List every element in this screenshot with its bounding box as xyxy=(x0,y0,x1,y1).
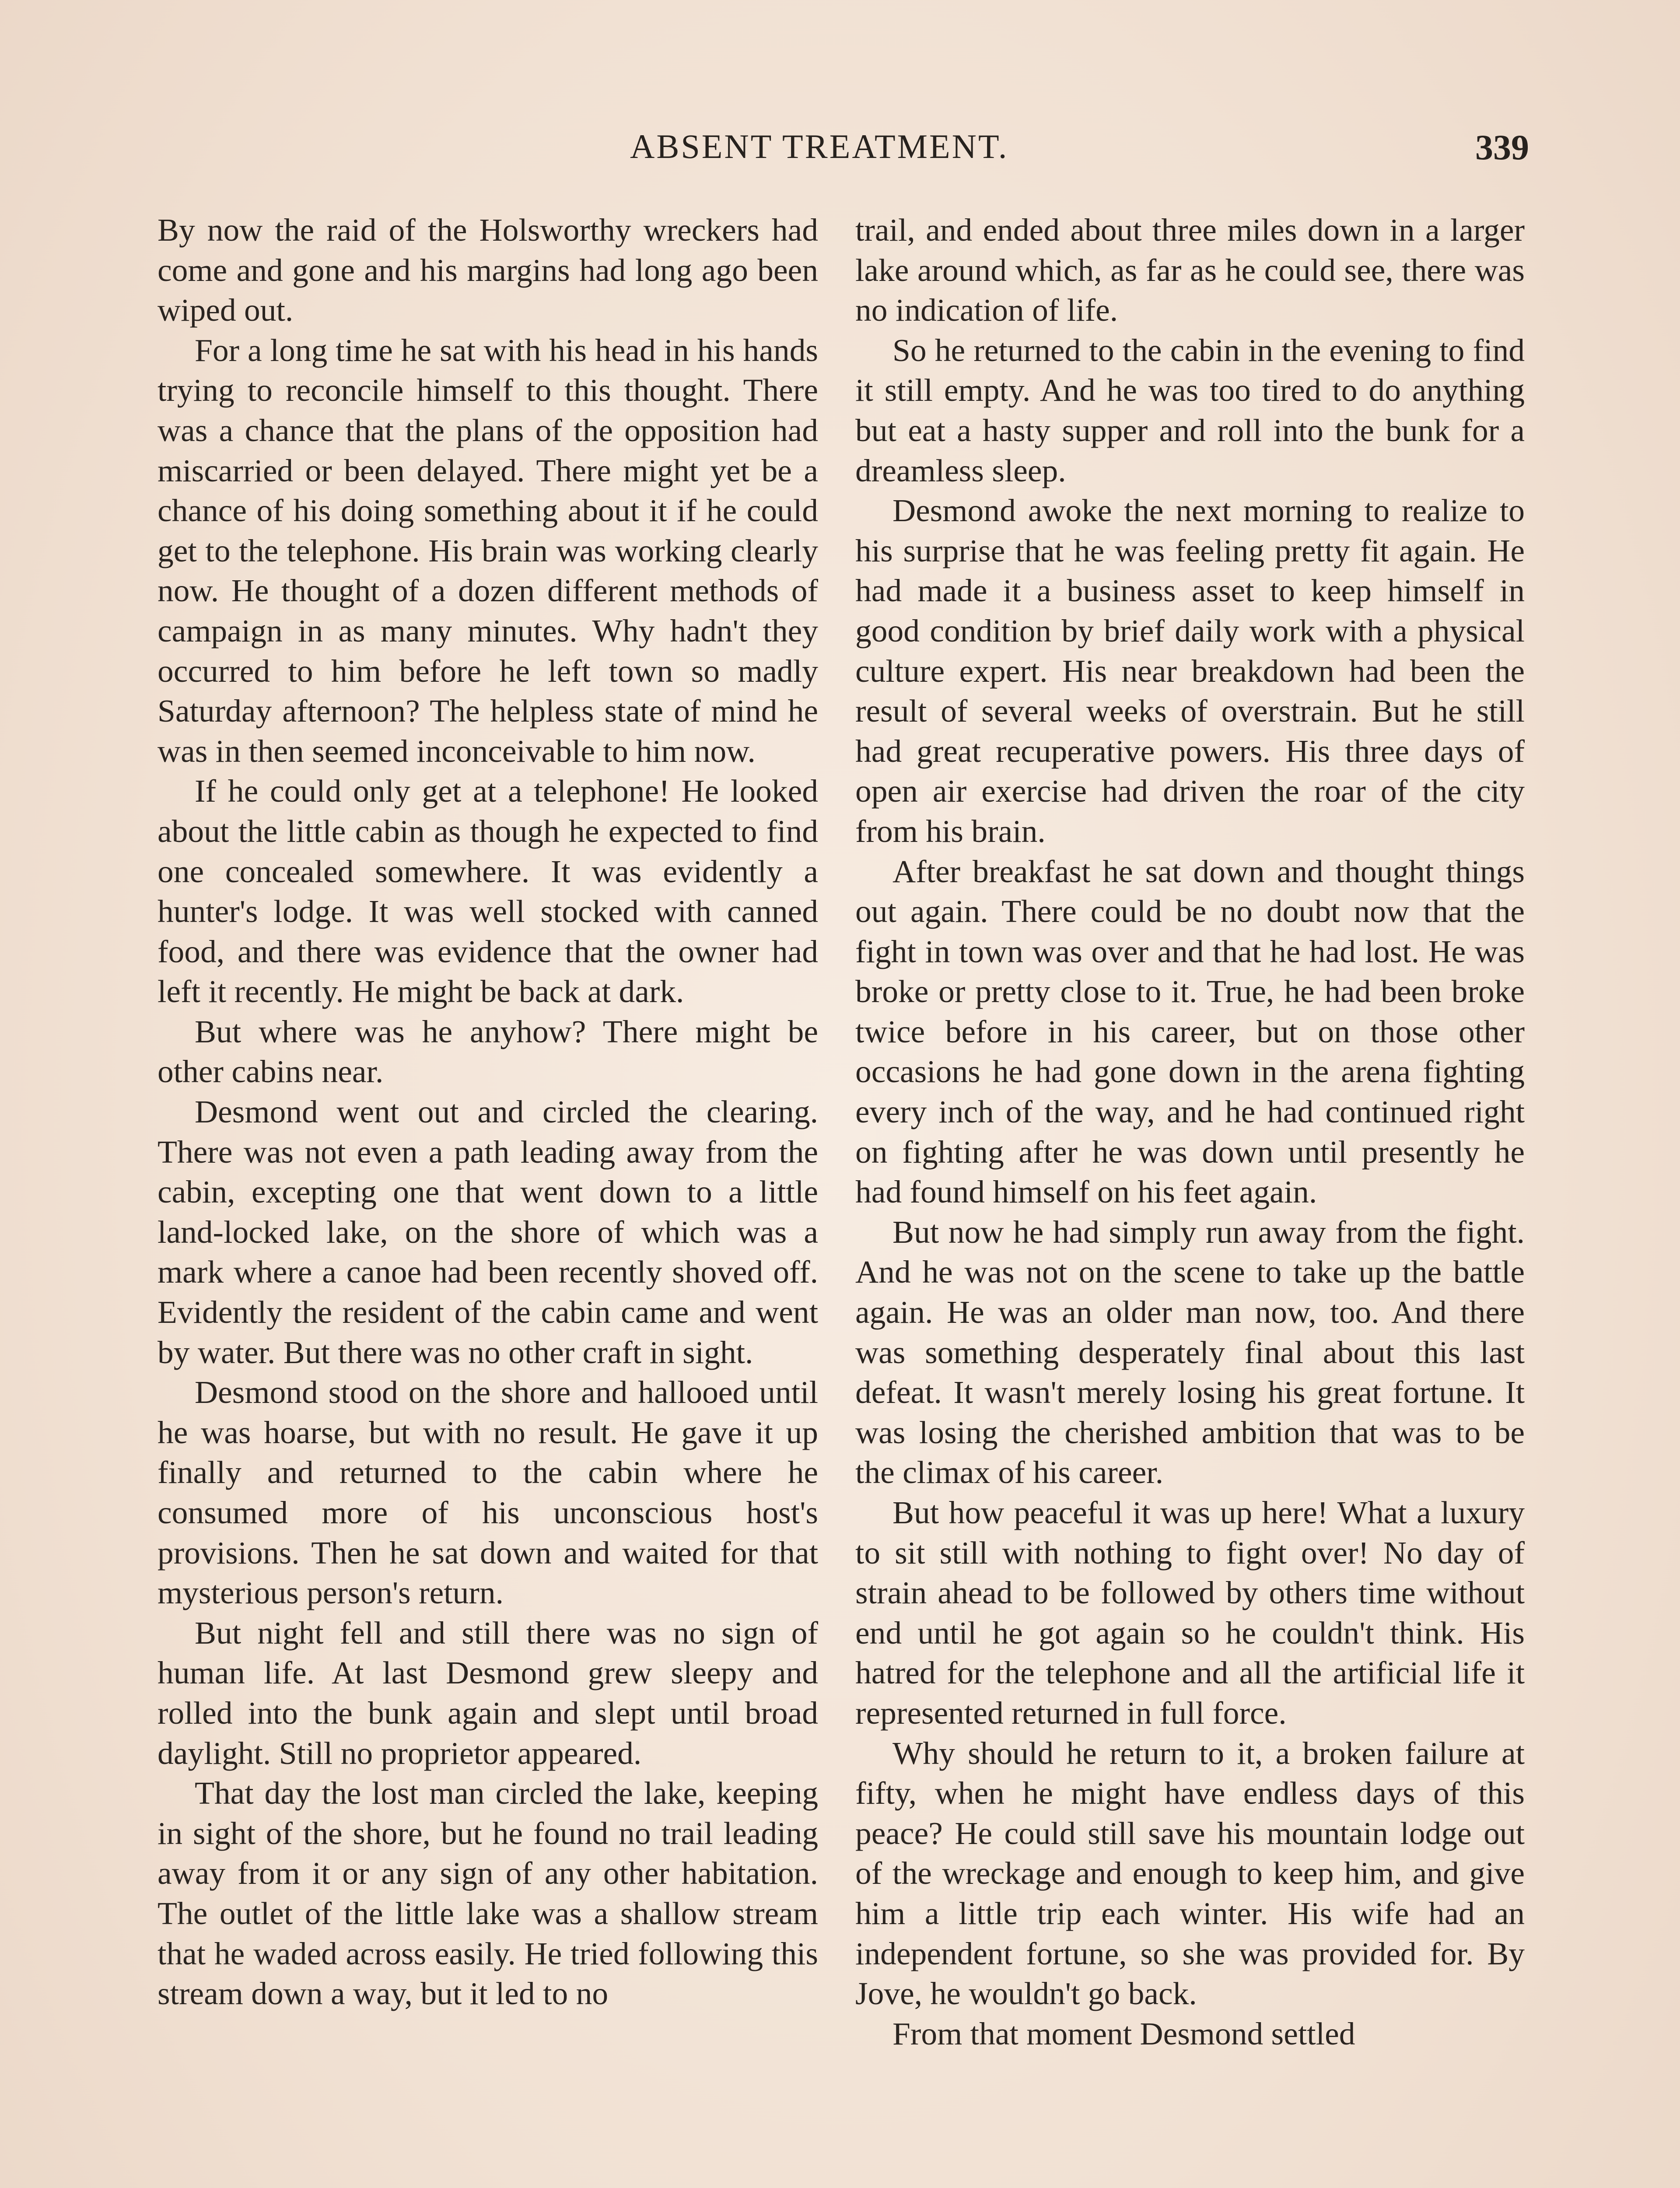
paragraph: Why should he return to it, a broken failure at fifty, when he might have endless days of this peace? He could still save his mountain lodge out of the wreckage and enough to keep him, and give him a little trip each winter. His wife had an independent fortune, so she was provided for. By Jove, he wouldn't go back. xyxy=(855,1735,1525,2012)
paragraph: From that moment Desmond settled xyxy=(892,2016,1355,2051)
right-column xyxy=(855,210,1525,2054)
left-column xyxy=(158,210,818,2014)
paragraph: But how peaceful it was up here! What a luxury to sit still with nothing to fight over! No day of strain ahead to be followed by others time without end until he got again so he couldn't think. His hatred for the telephone and all the artificial life it represented returned in full force. xyxy=(855,1495,1525,1731)
paragraph: After breakfast he sat down and thought things out again. There could be no doubt now that the fight in town was over and that he had lost. He was broke or pretty close to it. True, he had been broke twice before in his career, but on those other occasions he had gone down in the arena fighting every inch of the way, and he had continued right on fighting after he was down until presently he had found himself on his feet again. xyxy=(855,853,1525,1210)
paragraph: But where was he anyhow? There might be other cabins near. xyxy=(158,1013,818,1090)
paragraph: trail, and ended about three miles down in a larger lake around which, as far as he could see, there was no indication of life. xyxy=(855,212,1525,328)
running-head: ABSENT TREATMENT. xyxy=(630,127,1009,165)
paragraph: For a long time he sat with his head in his hands trying to reconcile himself to this thought. There was a chance that the plans of the opposition had miscarried or been delayed. There might yet be a chance of his doing something about it if he could get to the telephone. His brain was working clearly now. He thought of a dozen different methods of campaign in as many minutes. Why hadn't they occurred to him before he left town so madly Saturday afternoon? The helpless state of mind he was in then seemed inconceivable to him now. xyxy=(158,332,818,769)
page-number: 339 xyxy=(1475,127,1529,167)
paragraph: So he returned to the cabin in the evening to find it still empty. And he was too tired to do anything but eat a hasty supper and roll into the bunk for a dreamless sleep. xyxy=(855,332,1525,488)
paragraph: Desmond awoke the next morning to realize to his surprise that he was feeling pretty fit again. He had made it a business asset to keep himself in good condition by brief daily work with a physical culture expert. His near breakdown had been the result of several weeks of overstrain. But he still had great recuperative powers. His three days of open air exercise had driven the roar of the city from his brain. xyxy=(855,493,1525,849)
paragraph: Desmond went out and circled the clearing. There was not even a path leading away from the cabin, excepting one that went down to a little land-locked lake, on the shore of which was a mark where a canoe had been recently shoved off. Evidently the resident of the cabin came and went by water. But there was no other craft in sight. xyxy=(158,1094,818,1370)
paragraph: By now the raid of the Holsworthy wreckers had come and gone and his margins had long ago been wiped out. xyxy=(158,212,818,328)
paragraph: If he could only get at a telephone! He looked about the little cabin as though he expected to find one concealed somewhere. It was evidently a hunter's lodge. It was well stocked with canned food, and there was evidence that the owner had left it recently. He might be back at dark. xyxy=(158,773,818,1010)
paragraph: But night fell and still there was no sign of human life. At last Desmond grew sleepy and rolled into the bunk again and slept until broad daylight. Still no proprietor appeared. xyxy=(158,1615,818,1771)
paragraph: Desmond stood on the shore and hallooed until he was hoarse, but with no result. He gave it up finally and returned to the cabin where he consumed more of his unconscious host's provisions. Then he sat down and waited for that mysterious person's return. xyxy=(158,1375,818,1611)
paragraph: But now he had simply run away from the fight. And he was not on the scene to take up the battle again. He was an older man now, too. And there was something desperately final about this last defeat. It wasn't merely losing his great fortune. It was losing the cherished ambition that was to be the climax of his career. xyxy=(855,1214,1525,1490)
paragraph: That day the lost man circled the lake, keeping in sight of the shore, but he found no trail leading away from it or any sign of any other habitation. The outlet of the little lake was a shallow stream that he waded across easily. He tried following this stream down a way, but it led to no xyxy=(158,1775,818,2012)
